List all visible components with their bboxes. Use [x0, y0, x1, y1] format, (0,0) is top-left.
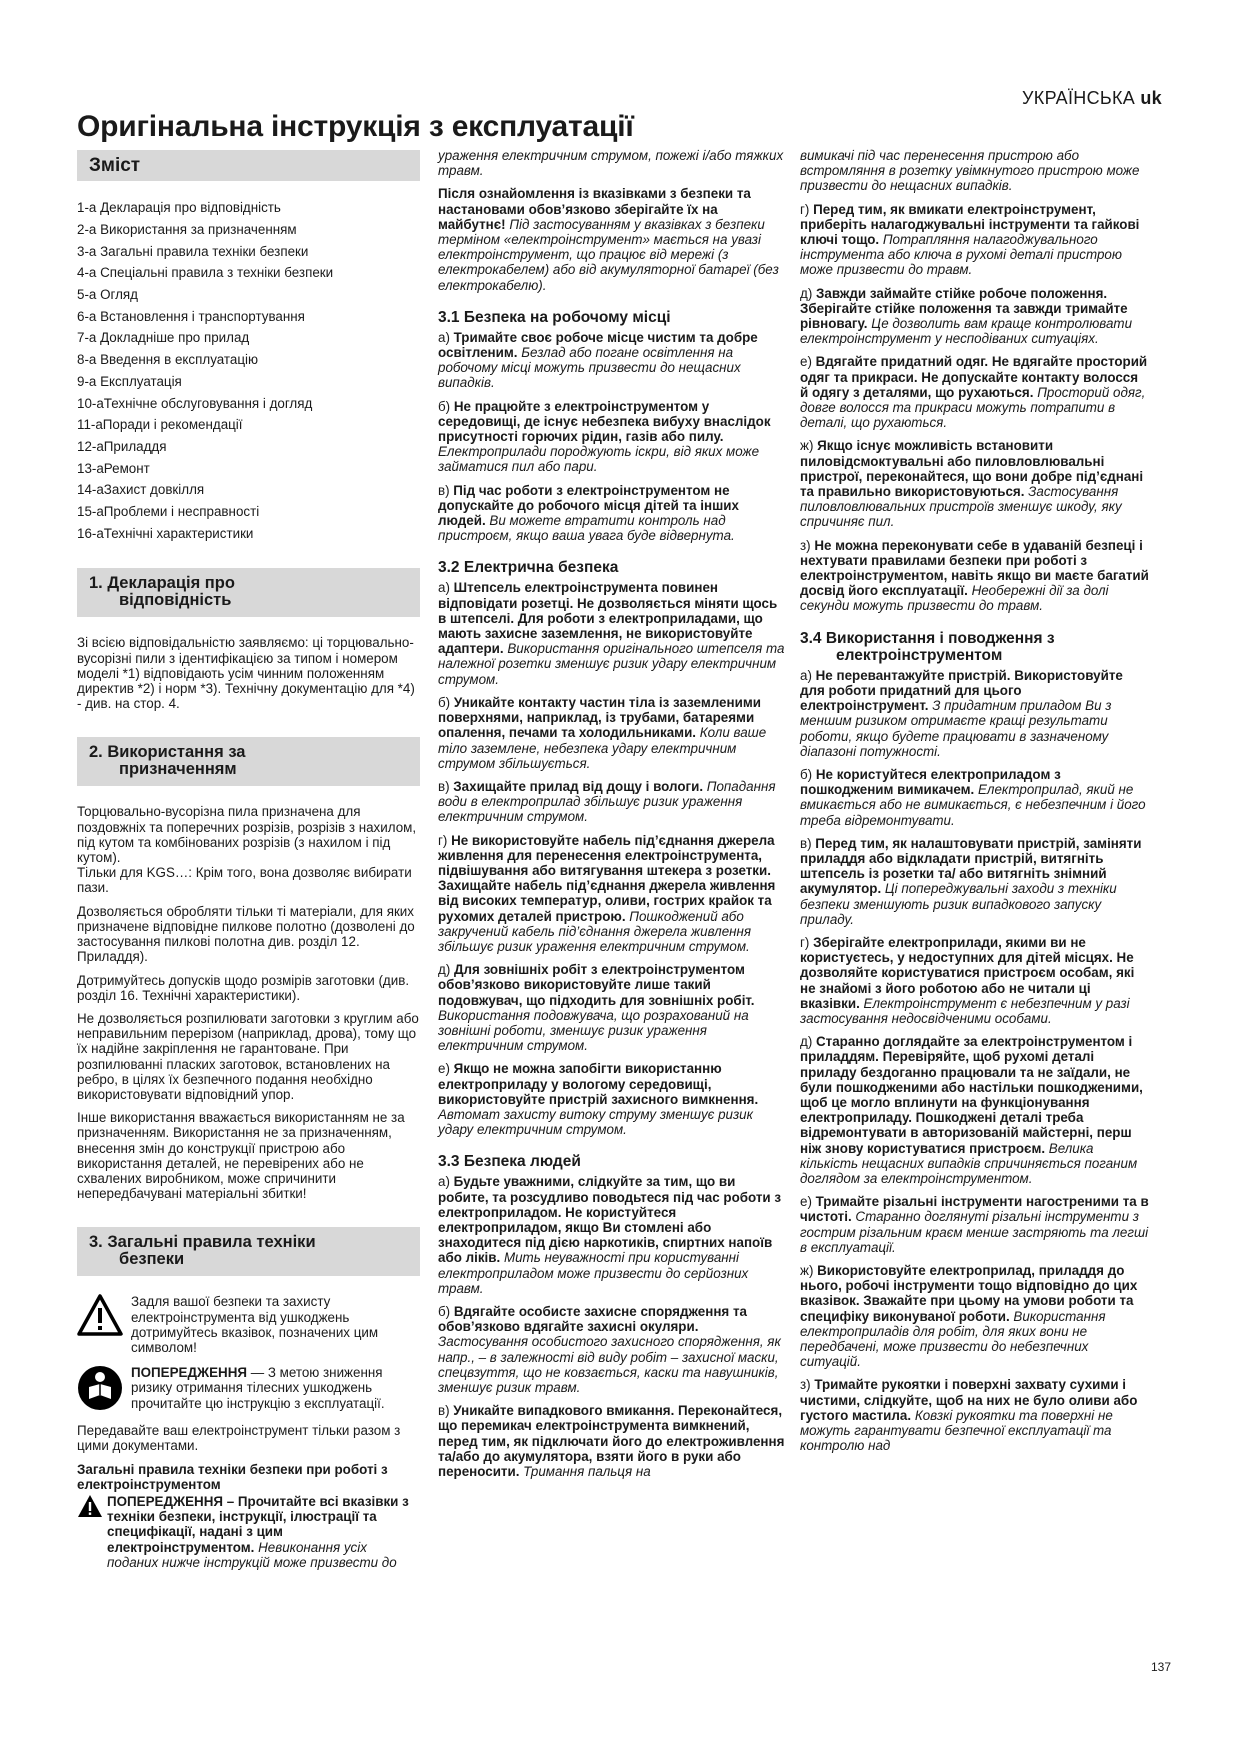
- toc-item[interactable]: 4-а Спеціальні правила з техніки безпеки: [77, 265, 334, 281]
- column-3: [800, 148, 1149, 1461]
- section-3-text: Передавайте ваш електроінструмент тільки разом з цими документами.: [77, 1423, 401, 1454]
- rule-item: д) Старанно доглядайте за електроінструментом і приладдям. Перевіряйте, щоб рухомі деталі приладу бездоганно працювали та не заїдали, не були пошкодженими або настільки пошкодженими, щоб це могло вплинути на функціонування електроприладу. Пошкоджені деталі треба відремонтувати в авторизованій майстерні, перш ніж знову користуватися пристроєм. Велика кількість нещасних випадків спричиняється поганим доглядом за електроінструментом.: [800, 1034, 1143, 1186]
- section-2-text: Торцювально-вусорізна пила призначена для поздовжніх та поперечних розрізів, розрізів з нахилом, під кутом та комбінованих розрізів (з нахилом і під кутом).: [77, 804, 417, 866]
- rule-item: д) Для зовнішніх робіт з електроінструментом обов’язково використовуйте лише такий подовжувач, що підходить для зовнішніх робіт. Використання подовжувача, що розрахований на зовнішні роботи, зменшує ризик ураження електричним струмом.: [438, 962, 755, 1054]
- warning-general: ПОПЕРЕДЖЕННЯ – Прочитайте всі вказівки з техніки безпеки, інструкції, ілюстрації та специфікації, надані з цим електроінструментом. Невиконання усіх поданих нижче інструкцій може призвести до: [77, 1494, 420, 1570]
- toc-item[interactable]: 13-аРемонт: [77, 460, 150, 476]
- rule-item: з) Тримайте рукоятки і поверхні захвату сухими і чистими, слідкуйте, щоб на них не було оливи або густого мастила. Ковзкі рукоятки та поверхні не можуть гарантувати безпечної експлуатації та контролю над: [800, 1377, 1138, 1454]
- rule-item: в) Під час роботи з електроінструментом не допускайте до робочого місця дітей та інших людей. Ви можете втратити контроль над пристроєм, якщо ваша увага буде відвернута.: [438, 482, 739, 544]
- rule-item: а) Тримайте своє робоче місце чистим та добре освітленим. Безлад або погане освітлення на робочому місці можуть призвести до нещасних випадків.: [438, 329, 758, 391]
- rule-item: в) Перед тим, як налаштовувати пристрій, заміняти приладдя або відкладати пристрій, витягніть штепсель із розетки та/ або витягніть знімний акумулятор. Ці попереджувальні заходи з техніки безпеки зменшують ризик випадкового запуску приладу.: [800, 835, 1142, 927]
- rule-item: д) Завжди займайте стійке робоче положення. Зберігайте стійке положення та завжди тримайте рівновагу. Це дозволить вам краще контролювати електроінструмент у несподіваних ситуаціях.: [800, 285, 1133, 347]
- subsection-3-4-heading: 3.4 Використання і поводження з електроінструментом: [800, 629, 1055, 664]
- section-1-text: Зі всією відповідальністю заявляємо: ці торцювально-вусорізні пили з ідентифікацією за типом і номером моделі *1) відповідають усім чинним положенням директив *2) і норм *3). Технічну документацію для *4) - див. на стор. 4.: [77, 635, 415, 712]
- toc-item[interactable]: 5-а Огляд: [77, 287, 138, 303]
- rule-item: е) Якщо не можна запобігти використанню електроприладу у вологому середовищі, використовуйте пристрій захисного вимкнення. Автомат захисту витоку струму зменшує ризик удару електричним струмом.: [438, 1061, 759, 1138]
- read-manual-icon: [77, 1365, 123, 1414]
- rule-item: б) Уникайте контакту частин тіла із заземленими поверхнями, наприклад, із трубами, батареями опалення, печами та холодильниками. Коли ваше тіло заземлене, небезпека удару електричним струмом збільшується.: [438, 694, 767, 771]
- rule-item: а) Не перевантажуйте пристрій. Використовуйте для роботи придатний для цього електроінструмент. З придатним приладом Ви з меншим ризиком отримаєте кращі результати роботи, якщо будете працювати в зазначеному діапазоні потужності.: [800, 667, 1123, 759]
- subsection-3-3-heading: 3.3 Безпека людей: [438, 1153, 581, 1171]
- rule-item: ж) Якщо існує можливість встановити пиловідсмоктувальні або пиловловлювальні пристрої, переконайтеся, що вони добре під’єднані та правильно використовуються. Застосування пиловловлювальних пристроїв зменшує шкоду, яку спричиняє пил.: [800, 438, 1144, 530]
- toc-item[interactable]: 10-аТехнічне обслуговування і догляд: [77, 395, 313, 411]
- table-of-contents: [77, 197, 420, 544]
- section-2-text: Інше використання вважається використанням не за призначенням. Використання не за призначенням, внесення змін до конструкції пристрою або використання деталей, не перевірених або не схвалених виробником, може спричинити непередбачувані матеріальні збитки!: [77, 1110, 405, 1202]
- page-number: 137: [1150, 1660, 1171, 1674]
- rule-item: б) Не користуйтеся електроприладом з пошкодженим вимикачем. Електроприлад, який не вмикається або не вимикається, є небезпечним і його треба відремонтувати.: [800, 766, 1146, 828]
- toc-item[interactable]: 12-аПриладдя: [77, 438, 167, 454]
- subsection-3-2-heading: 3.2 Електрична безпека: [438, 559, 619, 577]
- toc-item[interactable]: 2-а Використання за призначенням: [77, 221, 297, 237]
- section-1-heading: 1. Декларація про відповідність: [77, 568, 420, 617]
- toc-item[interactable]: 7-а Докладніше про прилад: [77, 330, 250, 346]
- section-2-text: Дозволяється обробляти тільки ті матеріали, для яких призначене відповідне пилкове полотно (дозволені до застосування пилкові полотна див. розділ 12. Приладдя).: [77, 903, 415, 965]
- rule-item: ж) Використовуйте електроприлад, приладдя до нього, робочі інструменти тощо відповідно до цих вказівок. Зважайте при цьому на умови роботи та специфіку виконуваної роботи. Використання електроприладів для робіт, для яких вони не передбачені, може призвести до небезпечних ситуацій.: [800, 1263, 1138, 1370]
- rule-item: г) Не використовуйте набель під’єднання джерела живлення для перенесення електроінструмента, підвішування або витягування штекера з розетки. Захищайте набель під’єднання джерела живлення від високих температур, оливи, гострих крайок та рухомих деталей пристрою. Пошкоджений або закручений кабель під’єднання джерела живлення збільшує ризик ураження електричним струмом.: [438, 832, 776, 954]
- rule-item: г) Зберігайте електроприлади, якими ви не користуєтесь, у недоступних для дітей місцях. Не дозволяйте користуватися пристроєм особам, які не знайомі з його роботою або не читали ці вказівки. Електроінструмент є небезпечним у разі застосування недосвідченими особами.: [800, 934, 1135, 1026]
- warning-note: Задля вашої безпеки та захисту електроінструмента від ушкоджень дотримуйтесь вказівок, позначених цим символом!: [77, 1294, 420, 1355]
- toc-item[interactable]: 8-а Введення в експлуатацію: [77, 352, 259, 368]
- section-3-subheading: Загальні правила техніки безпеки при роботі з електроінструментом: [77, 1461, 388, 1492]
- toc-item[interactable]: 6-а Встановлення і транспортування: [77, 308, 305, 324]
- warning-triangle-icon: [77, 1294, 123, 1339]
- rule-item: в) Захищайте прилад від дощу і вологи. Попадання води в електроприлад збільшує ризик ураження електричним струмом.: [438, 778, 776, 825]
- paragraph: Після ознайомлення із вказівками з безпеки та настановами обов’язково зберігайте їх на майбутнє! Під застосуванням у вказівках з безпеки терміном «електроінструмент» мається на увазі електроінструмент, що працює від мережі (з електрокабелем) або від акумуляторної батареї (без електрокабелю).: [438, 186, 779, 293]
- rule-item: г) Перед тим, як вмикати електроінструмент, приберіть налагоджувальні інструменти та гайкові ключі тощо. Потрапляння налагоджувального інструмента або ключа в рухомі деталі пристрою може призвести до травм.: [800, 201, 1140, 278]
- toc-item[interactable]: 9-а Експлуатація: [77, 373, 182, 389]
- warning-read-manual: ПОПЕРЕДЖЕННЯ — З метою зниження ризику отримання тілесних ушкоджень прочитайте цю інструкцію з експлуатації.: [77, 1365, 420, 1413]
- page-title: Оригінальна інструкція з експлуатації: [77, 110, 634, 143]
- column-1: [77, 150, 420, 1576]
- section-2-text: Тільки для KGS…: Крім того, вона дозволяє вибирати пази.: [77, 865, 412, 896]
- continued-text: вимикачі під час перенесення пристрою або встромляння в розетку увімкнутого пристрою може призвести до нещасних випадків.: [800, 148, 1140, 194]
- warning-triangle-icon: [77, 1494, 103, 1521]
- continued-text: ураження електричним струмом, пожежі і/або тяжких травм.: [438, 148, 784, 179]
- language-header: УКРАЇНСЬКА uk: [1022, 88, 1162, 108]
- section-2-text: Дотримуйтесь допусків щодо розмірів заготовки (див. розділ 16. Технічні характеристики).: [77, 972, 410, 1003]
- section-3-heading: 3. Загальні правила техніки безпеки: [77, 1227, 420, 1276]
- section-2-text: Не дозволяється розпилювати заготовки з круглим або неправильним перерізом (наприклад, дрова), тому що їх надійне закріплення не гарантоване. При розпилюванні пласких заготовок, встановлених на ребро, в цілях їх безпечного подання необхідно використовувати відповідний упор.: [77, 1010, 419, 1102]
- toc-heading: Зміст: [77, 150, 420, 181]
- rule-item: з) Не можна переконувати себе в удаваній безпеці і нехтувати правилами безпеки при роботі з електроінструментом, навіть якщо ви маєте багатий досвід його експлуатації. Необережні дії за долі секунди можуть призвести до травм.: [800, 537, 1149, 614]
- rule-item: е) Вдягайте придатний одяг. Не вдягайте просторий одяг та прикраси. Не допускайте контакту волосся й одягу з деталями, що рухаються. Просторий одяг, довге волосся та прикраси можуть потрапити в деталі, що рухаються.: [800, 354, 1148, 431]
- rule-item: б) Не працюйте з електроінструментом у середовищі, де існує небезпека вибуху внаслідок присутності горючих рідин, газів або пилу. Електроприлади породжують іскри, від яких може займатися пил або пари.: [438, 398, 771, 475]
- rule-item: в) Уникайте випадкового вмикання. Переконайтеся, що перемикач електроінструмента вимкнений, перед тим, як підключати його до електроживлення та/або до акумулятора, взяти його в руки або переносити. Тримання пальця на: [438, 1403, 785, 1480]
- toc-item[interactable]: 11-аПоради і рекомендації: [77, 417, 243, 433]
- section-2-heading: 2. Використання за призначенням: [77, 737, 420, 786]
- rule-item: а) Будьте уважними, слідкуйте за тим, що ви робите, та розсудливо поводьтеся під час роботи з електроприладом. Не користуйтеся електроприладом, якщо Ви стомлені або знаходитеся під дією наркотиків, спиртних напоїв або ліків. Мить неуважності при користуванні електроприладом може призвести до серйозних травм.: [438, 1174, 782, 1296]
- toc-item[interactable]: 3-а Загальні правила техніки безпеки: [77, 243, 309, 259]
- column-2: [438, 148, 787, 1487]
- toc-item[interactable]: 16-аТехнічні характеристики: [77, 525, 254, 541]
- subsection-3-1-heading: 3.1 Безпека на робочому місці: [438, 308, 671, 326]
- toc-item[interactable]: 1-а Декларація про відповідність: [77, 200, 281, 216]
- toc-item[interactable]: 14-аЗахист довкілля: [77, 482, 205, 498]
- rule-item: а) Штепсель електроінструмента повинен відповідати розетці. Не дозволяється міняти щось в штепселі. Для роботи з електроприладами, що мають захисне заземлення, не використовуйте адаптери. Використання оригінального штепселя та належної розетки зменшує ризик удару електричним струмом.: [438, 580, 785, 687]
- rule-item: е) Тримайте різальні інструменти нагостреними та в чистоті. Старанно доглянуті різальні інструменти з гострим різальним краєм менше застряють та легші в експлуатації.: [800, 1194, 1149, 1255]
- rule-item: б) Вдягайте особисте захисне спорядження та обов’язково вдягайте захисні окуляри. Застосування особистого захисного спорядження, як напр., – в залежності від виду робіт – захисної маски, спецвзуття, що не ковзається, каски та навушників, зменшує ризик травм.: [438, 1304, 781, 1396]
- toc-item[interactable]: 15-аПроблеми і несправності: [77, 504, 260, 520]
